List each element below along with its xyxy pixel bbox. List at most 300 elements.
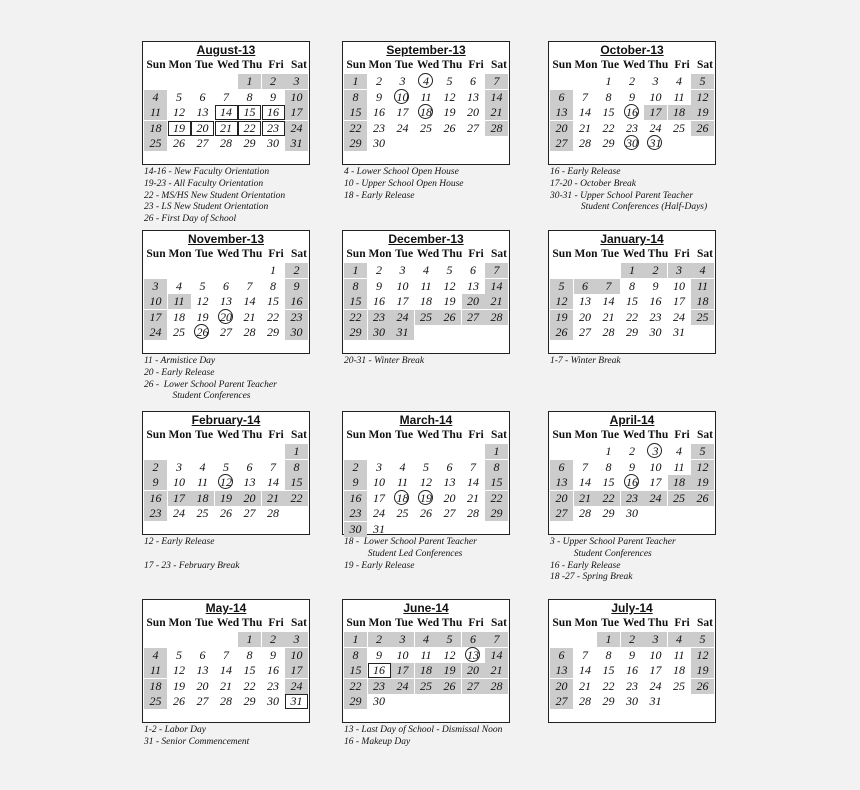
- day-cell: [691, 663, 714, 678]
- day-cell: [168, 310, 191, 325]
- day-cell: [368, 263, 391, 278]
- day-header: Mon: [574, 59, 598, 71]
- day-number: 5: [423, 459, 429, 474]
- day-cell: [285, 663, 308, 678]
- day-header: Wed: [416, 248, 440, 260]
- day-cell: [391, 475, 414, 490]
- day-number: 13: [579, 294, 591, 308]
- day-cell: [191, 105, 214, 120]
- day-header: Mon: [574, 429, 598, 441]
- day-number: 11: [673, 459, 685, 474]
- day-number: 22: [602, 678, 615, 693]
- day-number: 14: [602, 294, 615, 308]
- day-number: 31: [396, 325, 409, 339]
- day-number: 6: [446, 459, 453, 474]
- day-header: Wed: [622, 617, 646, 629]
- day-number: 12: [443, 278, 456, 293]
- day-cell: [462, 310, 485, 325]
- day-number: 14: [490, 89, 503, 104]
- day-header: Tue: [194, 429, 214, 441]
- day-cell: [597, 325, 620, 340]
- day-number: 10: [396, 89, 409, 104]
- month-title: June-14: [403, 601, 449, 615]
- day-cell: [597, 310, 620, 325]
- day-number: 14: [220, 663, 232, 677]
- day-number: 2: [629, 444, 635, 458]
- day-cell: [462, 74, 485, 89]
- day-header: Wed: [622, 248, 646, 260]
- day-number: 15: [349, 294, 362, 308]
- note-line: 16 - Early Release: [550, 560, 621, 571]
- day-cell: [668, 460, 691, 475]
- month-calendar: [142, 411, 310, 535]
- day-number: 26: [696, 120, 709, 135]
- day-number: 27: [555, 506, 568, 520]
- day-cell: [391, 632, 414, 647]
- day-cell: [391, 663, 414, 678]
- day-number: 20: [467, 105, 479, 119]
- day-cell: [621, 694, 644, 709]
- day-cell: [462, 663, 485, 678]
- day-cell: [597, 90, 620, 105]
- day-cell: [262, 648, 285, 663]
- day-cell: [438, 74, 461, 89]
- day-number: 23: [626, 120, 638, 135]
- day-cell: [668, 475, 691, 490]
- day-number: 25: [173, 325, 185, 339]
- day-header: Fri: [674, 59, 690, 71]
- day-cell: [368, 679, 391, 694]
- day-cell: [144, 136, 167, 151]
- day-number: 3: [176, 459, 182, 474]
- day-cell: [344, 491, 367, 506]
- day-cell: [168, 136, 191, 151]
- day-number: 31: [290, 136, 303, 150]
- day-number: 14: [243, 294, 256, 308]
- day-number: 3: [152, 278, 159, 293]
- day-number: 8: [293, 459, 300, 474]
- day-number: 7: [470, 459, 476, 474]
- note-line: 20 - Early Release: [144, 367, 215, 378]
- day-number: 10: [673, 278, 685, 293]
- day-cell: [621, 90, 644, 105]
- day-number: 30: [290, 325, 303, 339]
- day-cell: [668, 663, 691, 678]
- day-number: 4: [676, 444, 682, 458]
- day-header: Thu: [647, 59, 669, 71]
- note-line: 18 -27 - Spring Break: [550, 572, 633, 583]
- day-cell: [368, 648, 391, 663]
- day-number: 9: [352, 475, 359, 489]
- day-cell: [621, 632, 644, 647]
- day-cell: [550, 105, 573, 120]
- month-notes: [344, 537, 544, 572]
- day-cell: [668, 679, 691, 694]
- month-calendar: [548, 599, 716, 723]
- day-cell: [344, 105, 367, 120]
- day-number: 7: [582, 89, 588, 104]
- day-number: 3: [376, 459, 382, 474]
- day-cell: [462, 506, 485, 521]
- day-header: Mon: [368, 429, 392, 441]
- day-cell: [438, 648, 461, 663]
- day-cell: [691, 648, 714, 663]
- day-cell: [238, 310, 261, 325]
- day-cell: [238, 506, 261, 521]
- day-cell: [415, 475, 438, 490]
- day-number: 5: [699, 444, 706, 458]
- day-cell: [462, 491, 485, 506]
- day-number: 30: [626, 506, 638, 520]
- day-cell: [262, 74, 285, 89]
- day-number: 2: [352, 459, 359, 474]
- day-number: 29: [490, 506, 503, 520]
- day-cell: [285, 679, 308, 694]
- day-cell: [597, 506, 620, 521]
- day-cell: [368, 310, 391, 325]
- day-cell: [691, 263, 714, 278]
- day-cell: [485, 74, 508, 89]
- day-cell: [574, 310, 597, 325]
- day-cell: [238, 648, 261, 663]
- day-cell: [191, 121, 214, 136]
- day-number: 17: [290, 105, 303, 119]
- day-number: 9: [652, 278, 659, 293]
- day-number: 24: [290, 678, 303, 693]
- day-number: 29: [243, 694, 256, 708]
- day-cell: [415, 648, 438, 663]
- month-notes: [344, 356, 544, 368]
- day-cell: [574, 663, 597, 678]
- day-number: 11: [173, 294, 185, 308]
- day-header: Sun: [346, 248, 366, 260]
- day-cell: [574, 105, 597, 120]
- day-number: 10: [649, 459, 662, 474]
- day-header: Wed: [216, 248, 240, 260]
- day-header: Mon: [168, 429, 192, 441]
- day-header: Sat: [291, 429, 307, 441]
- day-number: 21: [467, 490, 479, 505]
- day-header: Sun: [552, 429, 572, 441]
- day-cell: [168, 460, 191, 475]
- day-header: Sun: [146, 429, 166, 441]
- day-number: 8: [629, 278, 635, 293]
- day-cell: [574, 121, 597, 136]
- day-number: 18: [420, 105, 432, 119]
- note-line: 20-31 - Winter Break: [344, 356, 425, 366]
- day-number: 6: [223, 278, 229, 293]
- month-notes: [550, 537, 750, 584]
- day-cell: [485, 475, 508, 490]
- day-number: 5: [176, 89, 182, 104]
- day-number: 8: [605, 647, 612, 662]
- day-number: 17: [396, 663, 409, 677]
- day-cell: [391, 90, 414, 105]
- day-number: 24: [649, 490, 662, 505]
- day-number: 13: [196, 105, 209, 119]
- day-number: 26: [555, 325, 568, 339]
- day-cell: [485, 491, 508, 506]
- day-cell: [597, 105, 620, 120]
- day-cell: [644, 475, 667, 490]
- day-header: Fri: [268, 429, 284, 441]
- note-line: 1-7 - Winter Break: [550, 356, 621, 366]
- day-number: 20: [579, 309, 591, 324]
- day-cell: [344, 460, 367, 475]
- day-cell: [597, 694, 620, 709]
- note-line: Student Conferences: [144, 391, 251, 402]
- day-number: 8: [605, 459, 612, 474]
- day-number: 11: [396, 475, 409, 489]
- day-number: 23: [290, 309, 303, 324]
- day-cell: [191, 491, 214, 506]
- day-header: Sat: [697, 59, 713, 71]
- day-number: 26: [196, 325, 209, 339]
- day-cell: [215, 136, 238, 151]
- day-cell: [285, 460, 308, 475]
- day-cell: [668, 325, 691, 340]
- day-cell: [415, 491, 438, 506]
- day-number: 2: [376, 263, 382, 277]
- day-cell: [262, 105, 285, 120]
- day-cell: [644, 648, 667, 663]
- day-cell: [621, 263, 644, 278]
- day-number: 3: [399, 74, 406, 88]
- day-cell: [262, 460, 285, 475]
- day-cell: [344, 648, 367, 663]
- day-number: 29: [243, 136, 256, 150]
- day-number: 17: [373, 490, 385, 505]
- day-cell: [550, 475, 573, 490]
- day-number: 23: [649, 309, 662, 324]
- day-cell: [391, 263, 414, 278]
- day-cell: [644, 663, 667, 678]
- day-number: 30: [373, 136, 385, 150]
- day-header: Wed: [416, 429, 440, 441]
- day-cell: [391, 460, 414, 475]
- day-number: 28: [490, 120, 503, 135]
- day-cell: [215, 506, 238, 521]
- day-number: 13: [443, 475, 456, 489]
- day-number: 24: [173, 506, 185, 520]
- day-cell: [415, 294, 438, 309]
- day-number: 9: [376, 89, 382, 104]
- day-number: 4: [699, 263, 706, 277]
- day-cell: [262, 279, 285, 294]
- day-cell: [621, 136, 644, 151]
- day-number: 15: [267, 294, 279, 308]
- day-number: 16: [626, 475, 638, 489]
- day-cell: [144, 491, 167, 506]
- day-cell: [285, 632, 308, 647]
- day-number: 26: [173, 136, 185, 150]
- day-header: Tue: [194, 617, 214, 629]
- day-number: 7: [493, 632, 500, 646]
- day-cell: [238, 90, 261, 105]
- month-title: April-14: [609, 413, 655, 427]
- day-cell: [191, 679, 214, 694]
- day-number: 18: [173, 309, 185, 324]
- day-number: 9: [270, 647, 276, 662]
- day-number: 21: [220, 678, 232, 693]
- day-number: 4: [676, 74, 682, 88]
- day-cell: [144, 663, 167, 678]
- day-number: 17: [649, 105, 662, 119]
- day-number: 20: [555, 678, 568, 693]
- month-title: September-13: [386, 43, 466, 57]
- day-number: 16: [373, 105, 385, 119]
- day-number: 22: [349, 678, 362, 693]
- day-number: 19: [443, 663, 456, 677]
- day-number: 25: [673, 120, 685, 135]
- month-calendar: [548, 230, 716, 354]
- day-cell: [597, 491, 620, 506]
- day-number: 27: [467, 309, 479, 324]
- day-number: 29: [602, 694, 615, 708]
- day-number: 30: [267, 694, 279, 708]
- day-number: 14: [467, 475, 479, 489]
- day-number: 1: [605, 74, 612, 88]
- day-header: Mon: [574, 617, 598, 629]
- day-number: 6: [199, 647, 206, 662]
- day-number: 15: [602, 663, 615, 677]
- day-number: 5: [446, 74, 453, 88]
- day-cell: [144, 325, 167, 340]
- day-number: 2: [270, 74, 276, 88]
- day-cell: [574, 136, 597, 151]
- day-cell: [168, 279, 191, 294]
- day-number: 3: [652, 74, 659, 88]
- day-cell: [644, 294, 667, 309]
- day-number: 17: [290, 663, 303, 677]
- day-number: 18: [396, 490, 409, 505]
- day-number: 24: [396, 678, 409, 693]
- day-cell: [344, 279, 367, 294]
- day-number: 3: [293, 74, 300, 88]
- day-cell: [344, 475, 367, 490]
- day-number: 30: [373, 694, 385, 708]
- month-title: October-13: [600, 43, 664, 57]
- day-cell: [344, 325, 367, 340]
- day-number: 10: [149, 294, 162, 308]
- month-calendar: [142, 230, 310, 354]
- day-cell: [691, 74, 714, 89]
- day-cell: [597, 294, 620, 309]
- day-cell: [597, 663, 620, 678]
- day-number: 12: [220, 475, 232, 489]
- day-number: 20: [196, 120, 209, 135]
- day-cell: [691, 460, 714, 475]
- day-cell: [691, 444, 714, 459]
- day-cell: [215, 90, 238, 105]
- day-header: Thu: [647, 429, 669, 441]
- day-number: 27: [579, 325, 591, 339]
- day-cell: [485, 663, 508, 678]
- day-cell: [462, 648, 485, 663]
- day-number: 6: [199, 89, 206, 104]
- day-number: 19: [443, 294, 456, 308]
- day-number: 2: [293, 263, 300, 277]
- day-cell: [550, 136, 573, 151]
- day-cell: [550, 506, 573, 521]
- day-number: 24: [673, 309, 685, 324]
- note-line: 10 - Upper School Open House: [344, 178, 464, 189]
- day-cell: [285, 74, 308, 89]
- day-cell: [391, 121, 414, 136]
- day-cell: [668, 121, 691, 136]
- day-cell: [238, 105, 261, 120]
- day-number: 27: [443, 506, 456, 520]
- note-line: Student Conferences (Half-Days): [550, 202, 708, 213]
- day-cell: [691, 310, 714, 325]
- day-number: 19: [196, 309, 209, 324]
- day-number: 5: [446, 263, 453, 277]
- day-cell: [215, 648, 238, 663]
- day-cell: [644, 491, 667, 506]
- day-number: 31: [290, 694, 303, 708]
- day-cell: [191, 136, 214, 151]
- day-number: 28: [243, 325, 256, 339]
- day-cell: [391, 325, 414, 340]
- day-cell: [168, 679, 191, 694]
- day-cell: [285, 648, 308, 663]
- day-number: 9: [629, 647, 635, 662]
- day-cell: [550, 679, 573, 694]
- day-number: 22: [267, 309, 279, 324]
- note-line: 14-16 - New Faculty Orientation: [144, 167, 270, 177]
- day-number: 15: [243, 105, 256, 119]
- day-number: 31: [673, 325, 685, 339]
- month-calendar: [548, 41, 716, 165]
- note-line: 3 - Upper School Parent Teacher: [550, 537, 676, 547]
- day-cell: [368, 121, 391, 136]
- day-cell: [238, 74, 261, 89]
- day-cell: [344, 310, 367, 325]
- day-number: 21: [602, 309, 615, 324]
- day-number: 1: [246, 74, 253, 88]
- day-cell: [415, 263, 438, 278]
- day-number: 1: [629, 263, 635, 277]
- day-number: 11: [696, 278, 709, 293]
- day-number: 28: [467, 506, 479, 520]
- day-number: 29: [602, 506, 615, 520]
- day-number: 22: [602, 490, 615, 505]
- day-cell: [391, 310, 414, 325]
- day-number: 26: [443, 120, 456, 135]
- day-header: Tue: [600, 59, 620, 71]
- note-line: Student Led Conferences: [344, 548, 463, 559]
- day-cell: [621, 121, 644, 136]
- day-number: 9: [376, 278, 382, 293]
- day-number: 30: [626, 136, 638, 150]
- day-header: Sat: [697, 429, 713, 441]
- day-cell: [597, 121, 620, 136]
- day-cell: [215, 663, 238, 678]
- day-cell: [597, 460, 620, 475]
- day-cell: [438, 121, 461, 136]
- note-line: [144, 549, 344, 561]
- day-number: 15: [349, 105, 362, 119]
- day-header: Sun: [552, 617, 572, 629]
- day-cell: [285, 279, 308, 294]
- note-line: 17-20 - October Break: [550, 178, 636, 189]
- day-cell: [238, 325, 261, 340]
- day-number: 16: [267, 105, 279, 119]
- note-line: 26 - First Day of School: [144, 214, 237, 225]
- day-number: 24: [396, 309, 409, 324]
- day-number: 25: [420, 120, 432, 135]
- day-number: 13: [243, 475, 256, 489]
